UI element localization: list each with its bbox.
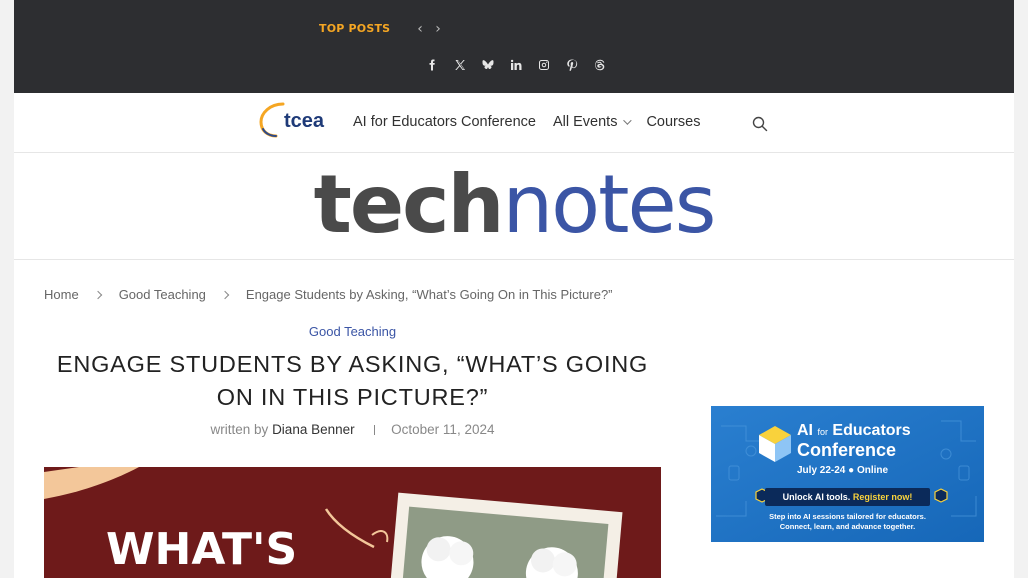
chevron-right-icon <box>221 290 229 298</box>
ad-register-button[interactable] <box>765 488 930 506</box>
author-link[interactable]: Diana Benner <box>272 422 355 437</box>
tcea-logo[interactable] <box>256 98 340 140</box>
ad-conference: Conference <box>797 440 897 460</box>
ad-subtext <box>711 512 984 532</box>
top-posts-label: TOP POSTS <box>319 22 391 35</box>
search-icon[interactable] <box>752 116 768 132</box>
article-meta <box>44 422 661 437</box>
bluesky-icon[interactable] <box>474 56 502 74</box>
ad-dates: July 22-24 ● Online <box>797 465 889 476</box>
instagram-icon[interactable] <box>530 56 558 74</box>
breadcrumb-home[interactable]: Home <box>44 287 79 302</box>
menu-item-ai-for-educators-conference[interactable] <box>353 114 536 130</box>
article-title: ENGAGE STUDENTS BY ASKING, “WHAT’S GOING ON IN THIS PICTURE?” <box>56 351 649 410</box>
social-links <box>418 56 614 74</box>
site-brand <box>14 153 1014 260</box>
breadcrumb <box>44 287 613 302</box>
facebook-icon[interactable] <box>418 56 446 74</box>
brand-notes: notes <box>502 158 715 251</box>
menu-item-label: AI for Educators Conference <box>353 114 536 130</box>
next-post-button[interactable]: › <box>435 21 441 37</box>
ad-cta-highlight: Register now! <box>852 492 913 502</box>
featured-image <box>44 467 661 578</box>
previous-post-button[interactable]: ‹ <box>417 21 423 37</box>
menu-item-courses[interactable] <box>646 114 700 130</box>
publish-date: October 11, 2024 <box>391 422 495 437</box>
logo-text: tcea <box>284 110 325 132</box>
ai-conference-ad[interactable] <box>711 406 984 542</box>
breadcrumb-current: Engage Students by Asking, “What’s Going On in This Picture?” <box>245 287 613 302</box>
brand-tech: tech <box>313 158 503 251</box>
linkedin-icon[interactable] <box>502 56 530 74</box>
ad-subtext-line2: Connect, learn, and advance together. <box>779 522 916 531</box>
ad-title-line1 <box>797 422 911 440</box>
menu-item-all-events[interactable] <box>553 114 629 130</box>
featured-image-art <box>44 467 661 578</box>
chevron-right-icon <box>93 290 101 298</box>
ad-ai: AI <box>797 422 813 439</box>
ad-educators: Educators <box>832 422 911 439</box>
pinterest-icon[interactable] <box>558 56 586 74</box>
ad-subtext-line1: Step into AI sessions tailored for educators. <box>769 512 926 521</box>
page <box>14 0 1014 578</box>
top-bar <box>14 0 1014 93</box>
ad-cta-text: Unlock AI tools. <box>782 492 851 502</box>
article-header <box>44 320 661 437</box>
article-category[interactable]: Good Teaching <box>308 324 397 339</box>
main-menu <box>353 114 717 130</box>
breadcrumb-category[interactable]: Good Teaching <box>118 287 206 302</box>
threads-icon[interactable] <box>586 56 614 74</box>
featured-image-text: WHAT'S <box>106 524 298 575</box>
menu-item-label: All Events <box>552 114 618 130</box>
meta-divider <box>374 425 375 435</box>
menu-item-label: Courses <box>646 114 701 130</box>
main-header <box>14 93 1014 153</box>
written-by-label: written by <box>210 422 269 437</box>
x-icon[interactable] <box>446 56 474 74</box>
technotes-logo[interactable] <box>14 155 1014 255</box>
ad-for: for <box>817 427 828 437</box>
chevron-down-icon <box>624 116 632 124</box>
